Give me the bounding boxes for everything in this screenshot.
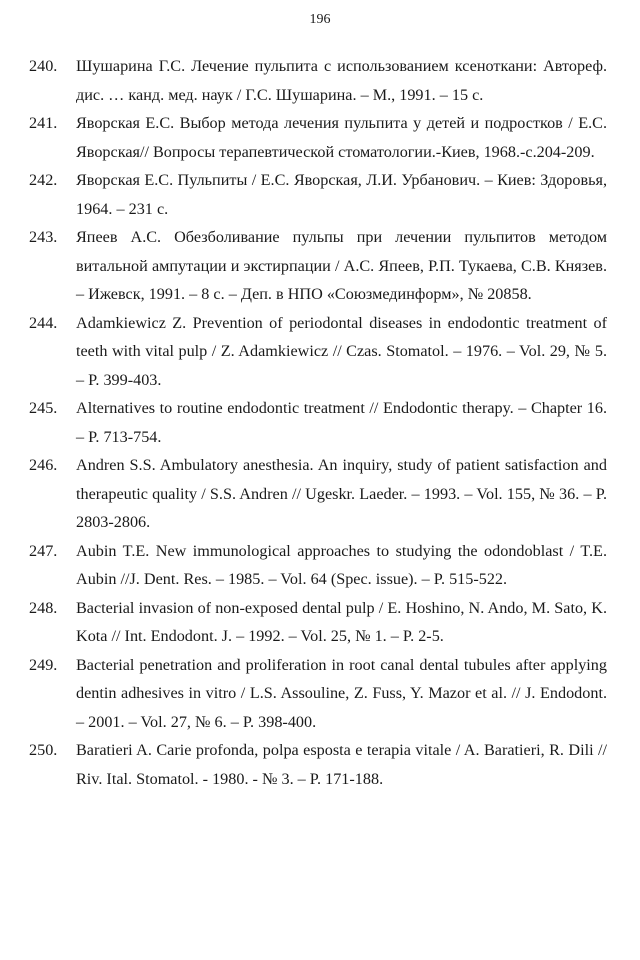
reference-number: 247.: [29, 541, 58, 560]
reference-item: [0, 223, 640, 309]
reference-text: Яворская Е.С. Пульпиты / Е.С. Яворская, Л.И. Урбанович. – Киев: Здоровья, 1964. – 231 с.: [76, 171, 607, 218]
reference-number: 241.: [29, 114, 58, 132]
reference-item: [0, 651, 640, 737]
reference-text: Aubin T.E. New immunological approaches to studying the odondoblast / T.E. Aubin //J. Dent. Res. – 1985. – Vol. 64 (Spec. issue). – P. 515-522.: [76, 541, 607, 588]
reference-number: 248.: [29, 598, 58, 617]
reference-item: [0, 594, 640, 651]
reference-number: 243.: [29, 228, 58, 246]
reference-text: Alternatives to routine endodontic treatment // Endodontic therapy. – Chapter 16. – P. 713-754.: [76, 399, 607, 446]
reference-item: [0, 537, 640, 594]
reference-item: [0, 166, 640, 223]
reference-text: Bacterial invasion of non-exposed dental pulp / E. Hoshino, N. Ando, M. Sato, K. Kota // Int. Endodont. J. – 1992. – Vol. 25, № 1. – P. 2-5.: [76, 598, 607, 645]
reference-text: Bacterial penetration and proliferation in root canal dental tubules after applying dentin adhesives in vitro / L.S. Assouline, Z. Fuss, Y. Mazor et al. // J. Endodont. – 2001. – Vol. 27, № 6. – P. 398-400.: [76, 655, 607, 731]
reference-number: 240.: [29, 57, 58, 75]
reference-list: [0, 52, 640, 793]
reference-text: Яворская Е.С. Выбор метода лечения пульпита у детей и подростков / Е.С. Яворская// Вопросы терапевтической стоматологии.-Киев, 1968.-с.204-209.: [76, 114, 607, 161]
reference-number: 246.: [29, 456, 58, 474]
reference-text: Шушарина Г.С. Лечение пульпита с использованием ксеноткани: Автореф. дис. … канд. мед. наук / Г.С. Шушарина. – М., 1991. – 15 с.: [76, 57, 607, 104]
reference-text: Adamkiewicz Z. Prevention of periodontal diseases in endodontic treatment of teeth with vital pulp / Z. Adamkiewicz // Czas. Stomatol. – 1976. – Vol. 29, № 5. – P. 399-403.: [76, 313, 607, 389]
reference-item: [0, 309, 640, 395]
reference-number: 250.: [29, 741, 58, 759]
reference-number: 244.: [29, 313, 58, 332]
reference-number: 245.: [29, 399, 58, 417]
page-number: 196: [309, 12, 331, 27]
reference-item: [0, 736, 640, 793]
reference-text: Andren S.S. Ambulatory anesthesia. An inquiry, study of patient satisfaction and therapeutic quality / S.S. Andren // Ugeskr. Laeder. – 1993. – Vol. 155, № 36. – P. 2803-2806.: [76, 456, 607, 531]
reference-item: [0, 52, 640, 109]
reference-text: Baratieri A. Carie profonda, polpa esposta e terapia vitale / A. Baratieri, R. Dili // Riv. Ital. Stomatol. - 1980. - № 3. – P. 171-188.: [76, 741, 607, 788]
reference-number: 242.: [29, 171, 58, 189]
reference-item: [0, 394, 640, 451]
reference-number: 249.: [29, 655, 58, 674]
reference-text: Япеев А.С. Обезболивание пульпы при лечении пульпитов методом витальной ампутации и экстирпации / А.С. Япеев, Р.П. Тукаева, С.В. Князев. – Ижевск, 1991. – 8 с. – Деп. в НПО «Союзмединформ», № 20858.: [76, 228, 607, 303]
reference-item: [0, 109, 640, 166]
reference-item: [0, 451, 640, 537]
